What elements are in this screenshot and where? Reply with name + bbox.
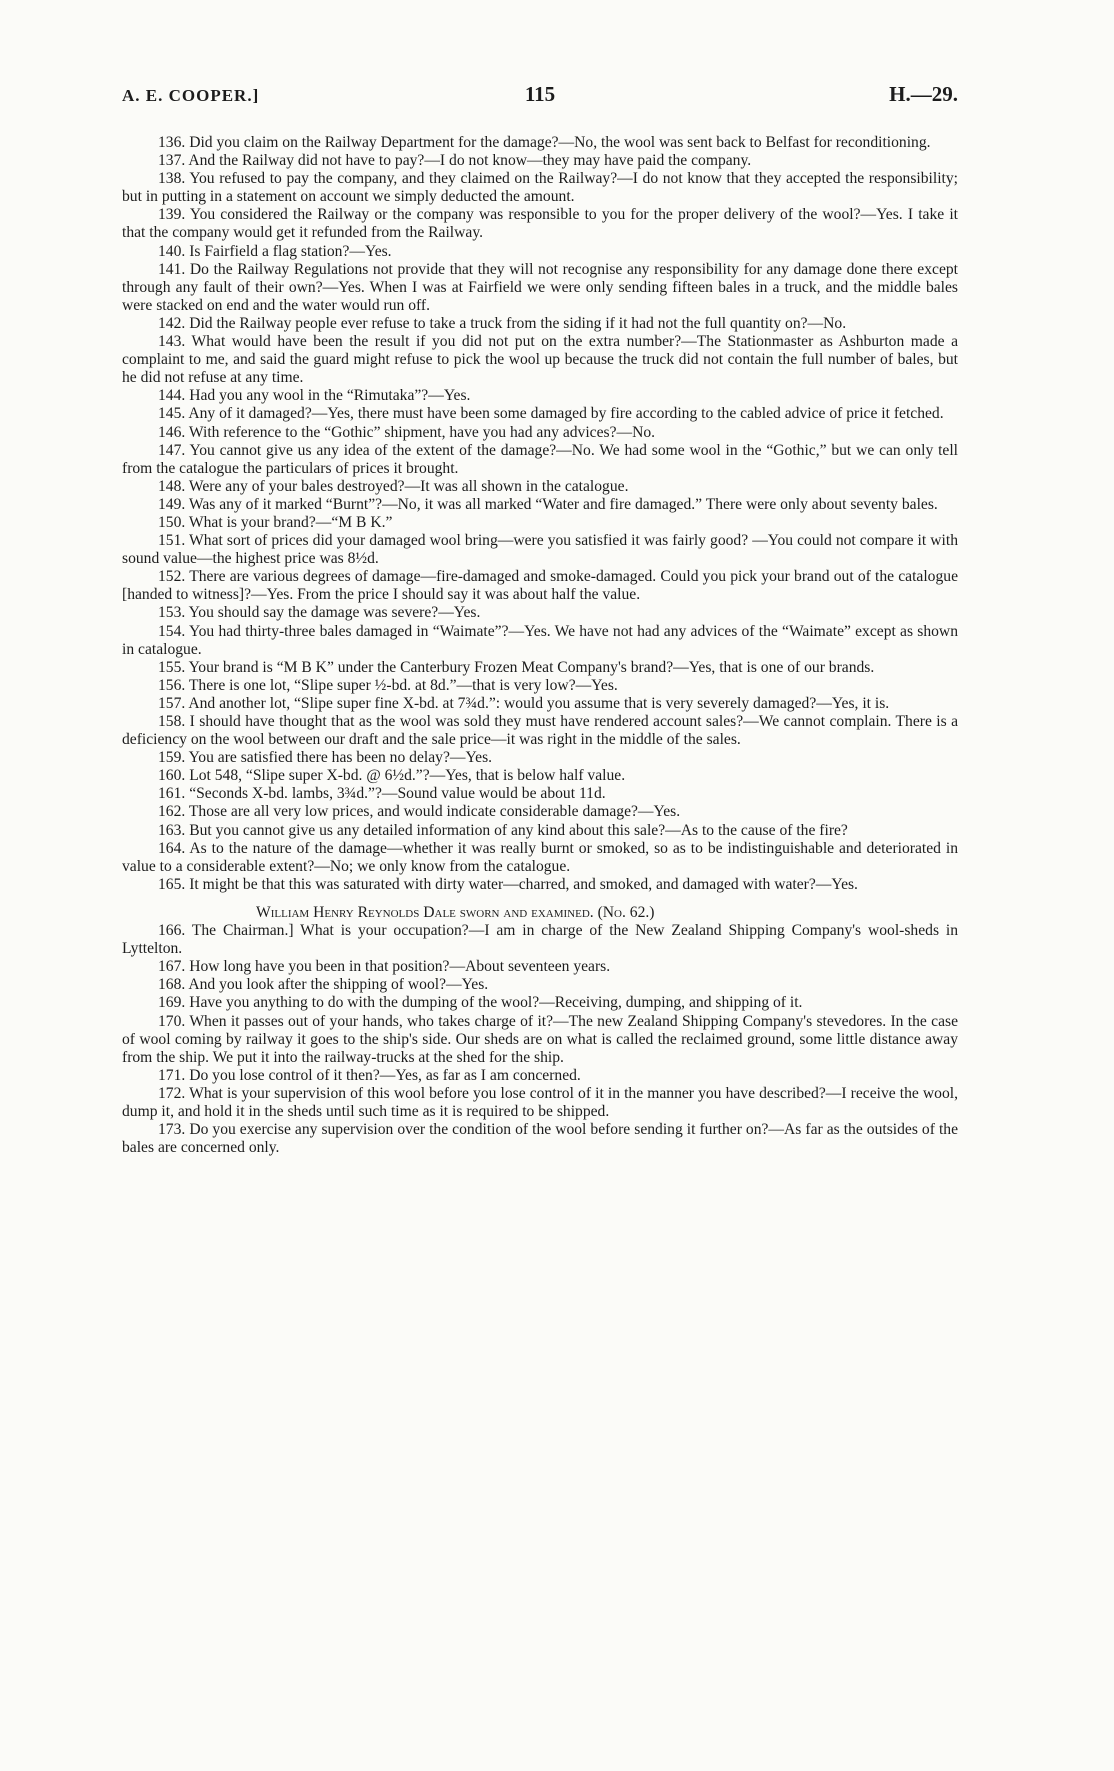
testimony-section-dale	[122, 922, 958, 1157]
witness-name-header: A. E. COOPER.]	[122, 86, 260, 105]
paragraph: 156. There is one lot, “Slipe super ½-bd. at 8d.”—that is very low?—Yes.	[158, 676, 618, 694]
paragraph: 167. How long have you been in that position?—About seventeen years.	[158, 958, 611, 976]
page-number: 115	[524, 82, 556, 106]
paragraph: 162. Those are all very low prices, and would indicate considerable damage?—Yes.	[158, 803, 681, 821]
witness-heading: William Henry Reynolds Dale sworn and examined. (No. 62.)	[256, 903, 655, 921]
paragraph: 141. Do the Railway Regulations not provide that they will not recognise any responsibility for any damage done there except through any fault of their own?—Yes. When I was at Fairfield we were only sending fifteen bales in a truck, and the middle bales were stacked on end and the water would run off.	[122, 260, 958, 314]
paragraph: 163. But you cannot give us any detailed information of any kind about this sale?—As to the cause of the fire?	[158, 821, 848, 839]
paragraph: 138. You refused to pay the company, and they claimed on the Railway?—I do not know that they accepted the responsibility; but in putting in a statement on account we simply deducted the amount.	[122, 170, 958, 206]
paragraph: 152. There are various degrees of damage—fire-damaged and smoke-damaged. Could you pick your brand out of the catalogue [handed to witness]?—Yes. From the price I should say it was about half the value.	[122, 568, 958, 604]
paragraph: 150. What is your brand?—“M B K.”	[158, 513, 393, 531]
paragraph: 137. And the Railway did not have to pay?—I do not know—they may have paid the company.	[158, 152, 752, 170]
paragraph: 158. I should have thought that as the wool was sold they must have rendered account sales?—We cannot complain. There is a deficiency on the wool between our draft and the sale price—it was right in the middle of the sales.	[122, 713, 958, 749]
paragraph: 140. Is Fairfield a flag station?—Yes.	[158, 242, 392, 260]
paragraph: 168. And you look after the shipping of wool?—Yes.	[158, 976, 489, 994]
paragraph: 159. You are satisfied there has been no delay?—Yes.	[158, 749, 493, 767]
paragraph: 139. You considered the Railway or the company was responsible to you for the proper delivery of the wool?—Yes. I take it that the company would get it refunded from the Railway.	[122, 206, 958, 242]
paragraph: 169. Have you anything to do with the dumping of the wool?—Receiving, dumping, and shipping of it.	[158, 994, 803, 1012]
paragraph: 149. Was any of it marked “Burnt”?—No, it was all marked “Water and fire damaged.” There were only about seventy bales.	[158, 495, 938, 513]
paragraph: 154. You had thirty-three bales damaged in “Waimate”?—Yes. We have not had any advices of the “Waimate” except as shown in catalogue.	[122, 622, 958, 658]
paragraph: 161. “Seconds X-bd. lambs, 3¾d.”?—Sound value would be about 11d.	[158, 785, 606, 803]
paragraph: 172. What is your supervision of this wool before you lose control of it in the manner you have described?—I receive the wool, dump it, and hold it in the sheds until such time as it is required to be shipped.	[122, 1084, 958, 1120]
paragraph: 146. With reference to the “Gothic” shipment, have you had any advices?—No.	[158, 423, 656, 441]
paragraph: 166. The Chairman.] What is your occupation?—I am in charge of the New Zealand Shipping Company's wool-sheds in Lyttelton.	[122, 922, 958, 958]
paragraph: 157. And another lot, “Slipe super fine X-bd. at 7¾d.”: would you assume that is very severely damaged?—Yes, it is.	[158, 694, 890, 712]
paragraph: 145. Any of it damaged?—Yes, there must have been some damaged by fire according to the cabled advice of price it fetched.	[158, 405, 944, 423]
paragraph: 151. What sort of prices did your damaged wool bring—were you satisfied it was fairly good? —You could not compare it with sound value—the highest price was 8½d.	[122, 532, 958, 568]
paragraph: 147. You cannot give us any idea of the extent of the damage?—No. We had some wool in the “Gothic,” but we can only tell from the catalogue the particulars of prices it brought.	[122, 441, 958, 477]
paragraph: 142. Did the Railway people ever refuse to take a truck from the siding if it had not the full quantity on?—No.	[158, 314, 847, 332]
paragraph: 136. Did you claim on the Railway Department for the damage?—No, the wool was sent back to Belfast for reconditioning.	[158, 134, 931, 151]
paragraph: 171. Do you lose control of it then?—Yes, as far as I am concerned.	[158, 1066, 581, 1084]
paragraph: 155. Your brand is “M B K” under the Canterbury Frozen Meat Company's brand?—Yes, that is one of our brands.	[158, 658, 875, 676]
paragraph: 143. What would have been the result if you did not put on the extra number?—The Stationmaster as Ashburton made a complaint to me, and said the guard might refuse to pick the wool up because the truck did not contain the full number of bales, but he did not refuse at any time.	[122, 333, 958, 387]
paragraph: 160. Lot 548, “Slipe super X-bd. @ 6½d.”?—Yes, that is below half value.	[158, 767, 626, 785]
paragraph: 148. Were any of your bales destroyed?—It was all shown in the catalogue.	[158, 477, 629, 495]
paragraph: 165. It might be that this was saturated with dirty water—charred, and smoked, and damaged with water?—Yes.	[158, 875, 858, 893]
page-header	[122, 82, 958, 112]
paragraph: 170. When it passes out of your hands, who takes charge of it?—The new Zealand Shipping Company's stevedores. In the case of wool coming by railway it goes to the ship's side. Our sheds are on what is called the reclaimed ground, some little distance away from the ship. We put it into the railway-trucks at the shed for the ship.	[122, 1012, 958, 1066]
paragraph: 173. Do you exercise any supervision over the condition of the wool before sending it further on?—As far as the outsides of the bales are concerned only.	[122, 1121, 958, 1157]
paragraph: 153. You should say the damage was severe?—Yes.	[158, 604, 481, 622]
paragraph: 144. Had you any wool in the “Rimutaka”?—Yes.	[158, 387, 471, 405]
document-code: H.—29.	[889, 82, 958, 106]
transcript-body	[122, 134, 958, 1157]
paragraph: 164. As to the nature of the damage—whether it was really burnt or smoked, so as to be indistinguishable and deteriorated in value to a considerable extent?—No; we only know from the catalogue.	[122, 839, 958, 875]
testimony-section-cooper	[122, 134, 958, 894]
